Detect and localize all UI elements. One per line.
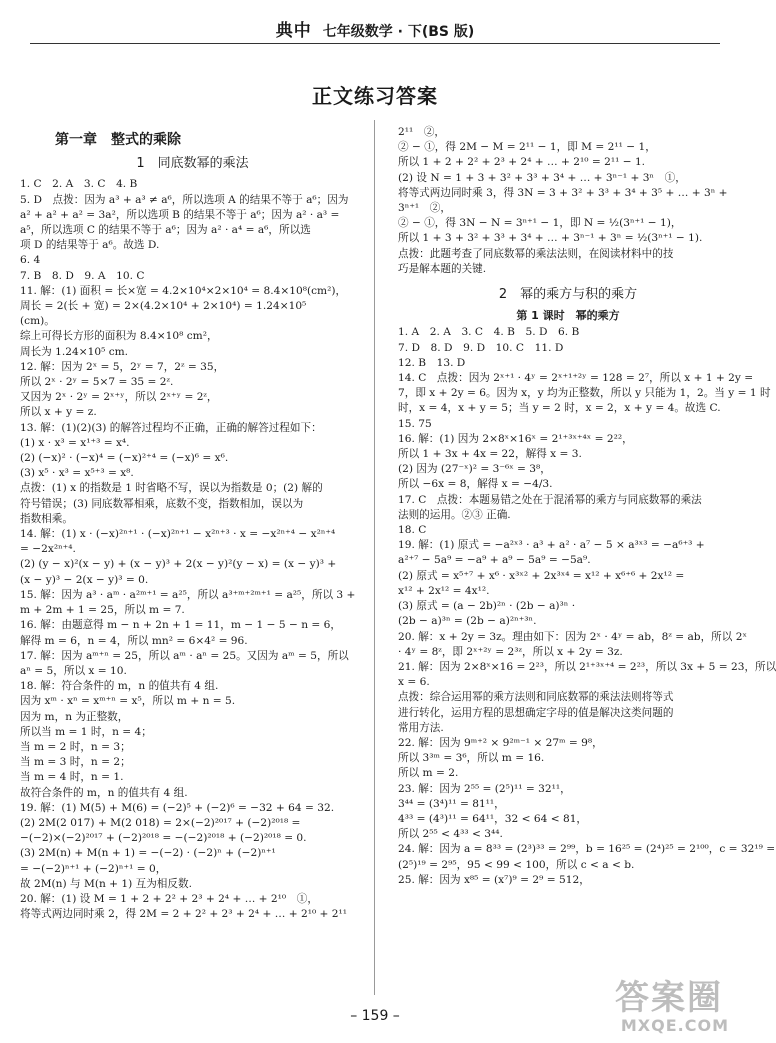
answer-line: 所以 2⁵⁵ < 4³³ < 3⁴⁴. — [398, 828, 503, 841]
page-header — [0, 16, 750, 41]
answer-line: 常用方法. — [398, 721, 444, 734]
answer-line: 18. 解：符合条件的 m，n 的值共有 4 组. — [20, 680, 219, 693]
answer-line: 24. 解：因为 a = 8³³ = (2³)³³ = 2⁹⁹，b = 16²⁵ = (2⁴)²⁵ = 2¹⁰⁰，c = 32¹⁹ = — [398, 843, 776, 856]
answer-line: 20. 解：x + 2y = 3z。理由如下：因为 2ˣ · 4ʸ = ab，8ᶻ = ab，所以 2ˣ — [398, 630, 747, 643]
answer-line: 巧是解本题的关键. — [398, 262, 487, 275]
answer-line: 进行转化，运用方程的思想确定字母的值是解决这类问题的 — [398, 706, 674, 719]
answer-line: = −(−2)ⁿ⁺¹ + (−2)ⁿ⁺¹ = 0， — [20, 862, 167, 875]
answer-line: (x − y)³ − 2(x − y)³ = 0. — [20, 573, 149, 586]
answer-line: 23. 解：因为 2⁵⁵ = (2⁵)¹¹ = 32¹¹， — [398, 782, 571, 795]
answer-line: 15. 解：因为 a³ · aᵐ · a²ᵐ⁺¹ = a²⁵，所以 a³⁺ᵐ⁺²ᵐ⁺¹ = a²⁵，所以 3 + — [20, 588, 356, 601]
answer-line: 2¹¹ ②， — [398, 126, 446, 138]
watermark-url: MXQE.COM — [620, 1016, 729, 1035]
answer-line: 17. 解：因为 aᵐ⁺ⁿ = 25，所以 aᵐ · aⁿ = 25。又因为 aᵐ = 5，所以 — [20, 649, 349, 662]
answer-line: 周长 = 2(长 + 宽) = 2×(4.2×10⁴ + 2×10⁴) = 1.24×10⁵ — [20, 300, 307, 313]
answer-line: (2) 设 N = 1 + 3 + 3² + 3³ + 3⁴ + … + 3ⁿ⁻¹ + 3ⁿ ①， — [398, 171, 686, 184]
answer-line: 所以当 m = 1 时，n = 4； — [20, 725, 152, 738]
answer-line: 14. C 点拨：因为 2ˣ⁺¹ · 4ʸ = 2ˣ⁺¹⁺²ʸ = 128 = 2⁷，所以 x + 1 + 2y = — [398, 372, 754, 385]
answer-line: 所以 1 + 3 + 3² + 3³ + 3⁴ + … + 3ⁿ⁻¹ + 3ⁿ = ½(3ⁿ⁺¹ − 1). — [398, 232, 703, 245]
answer-line: (1) x · x³ = x¹⁺³ = x⁴. — [20, 436, 130, 449]
answer-line: · 4ʸ = 8ᶻ，即 2ˣ⁺²ʸ = 2³ᶻ，所以 x + 2y = 3z. — [398, 645, 623, 658]
lesson-title: 第 1 课时 幂的乘方 — [516, 309, 620, 323]
answer-line: a² + a² + a² = 3a²，所以选项 B 的结果不等于 a⁶；因为 a² · a³ = — [20, 208, 340, 221]
answer-line: 15. 75 — [398, 417, 432, 430]
answer-line: 故 2M(n) 与 M(n + 1) 互为相反数. — [20, 877, 192, 890]
book-title: 七年级数学 · 下(BS 版) — [322, 24, 475, 40]
answer-line: 因为 m，n 为正整数， — [20, 710, 129, 723]
chapter-title: 第一章 整式的乘除 — [55, 132, 181, 148]
answer-line: 1. C 2. A 3. C 4. B — [20, 178, 138, 191]
answer-line: (2b − a)³ⁿ = (2b − a)²ⁿ⁺³ⁿ. — [398, 615, 537, 628]
answer-line: 所以 x + y = z. — [20, 406, 97, 419]
answer-line: aⁿ = 5，所以 x = 10. — [20, 664, 127, 677]
answer-line: 法则的运用。②③ 正确. — [398, 508, 511, 521]
right-column — [398, 125, 776, 888]
answer-line: 点拨：此题考查了同底数幂的乘法法则，在阅读材料中的技 — [398, 247, 674, 260]
answer-line: 故符合条件的 m，n 的值共有 4 组. — [20, 786, 188, 799]
page-number: – 159 – — [350, 1008, 400, 1024]
answer-line: 解得 m = 6，n = 4，所以 mn² = 6×4² = 96. — [20, 634, 248, 647]
section-title: 2 幂的乘方与积的乘方 — [498, 287, 638, 303]
answer-line: 项 D 的结果等于 a⁶。故选 D. — [20, 239, 160, 252]
answer-line: 7. D 8. D 9. D 10. C 11. D — [398, 341, 564, 354]
answer-line: x¹² + 2x¹² = 4x¹². — [398, 584, 490, 597]
answer-line: 6. 4 — [20, 254, 41, 267]
answer-line: a²⁺⁷ − 5a⁹ = −a⁹ + a⁹ − 5a⁹ = −5a⁹. — [398, 554, 591, 567]
answer-line: 所以 −6x = 8，解得 x = −4/3. — [398, 478, 553, 491]
answer-line: (3) x⁵ · x³ = x⁵⁺³ = x⁸. — [20, 467, 134, 480]
answer-line: = −2x²ⁿ⁺⁴. — [20, 543, 76, 556]
answer-line: 综上可得长方形的面积为 8.4×10⁸ cm²， — [20, 330, 218, 343]
answer-line: 22. 解：因为 9ᵐ⁺² × 9²ᵐ⁻¹ × 27ᵐ = 9⁸， — [398, 736, 603, 749]
answer-line: x = 6. — [398, 676, 430, 689]
answer-line: 19. 解：(1) M(5) + M(6) = (−2)⁵ + (−2)⁶ = −32 + 64 = 32. — [20, 801, 335, 814]
answer-line: 又因为 2ˣ · 2ʸ = 2ˣ⁺ʸ，所以 2ˣ⁺ʸ = 2ᶻ， — [20, 391, 218, 404]
answer-line: (2) (−x)² · (−x)⁴ = (−x)²⁺⁴ = (−x)⁶ = x⁶. — [20, 452, 229, 465]
header-rule — [30, 43, 720, 44]
answer-line: 点拨：(1) x 的指数是 1 时省略不写，误以为指数是 0；(2) 解的 — [20, 482, 323, 495]
answer-list-right-top — [398, 125, 738, 277]
left-column — [20, 125, 365, 922]
answer-line: 25. 解：因为 x⁸⁵ = (x⁷)⁹ = 2⁹ = 512， — [398, 873, 590, 886]
answer-line: 4³³ = (4³)¹¹ = 64¹¹，32 < 64 < 81， — [398, 812, 588, 825]
answer-line: 7，即 x + 2y = 6。因为 x，y 均为正整数，所以 y 只能为 1，2。当 y = 1 时 — [398, 387, 771, 400]
answer-list-right-bottom — [398, 325, 776, 888]
answer-line: 当 m = 3 时，n = 2； — [20, 756, 131, 769]
answer-line: 所以 2ˣ · 2ʸ = 5×7 = 35 = 2ᶻ. — [20, 376, 174, 389]
answer-line: 1. A 2. A 3. C 4. B 5. D 6. B — [398, 326, 580, 339]
answer-line: (2) (y − x)²(x − y) + (x − y)³ + 2(x − y)²(y − x) = (x − y)³ + — [20, 558, 337, 571]
answer-line: 14. 解：(1) x · (−x)²ⁿ⁺¹ · (−x)²ⁿ⁺¹ − x²ⁿ⁺³ · x = −x²ⁿ⁺⁴ − x²ⁿ⁺⁴ — [20, 528, 336, 541]
answer-line: a⁵，所以选项 C 的结果不等于 a⁶；因为 a² · a⁴ = a⁶，所以选 — [20, 224, 311, 237]
page-title: 正文练习答案 — [312, 84, 438, 108]
answer-line: 12. B 13. D — [398, 356, 466, 369]
answer-line: 11. 解：(1) 面积 = 长×宽 = 4.2×10⁴×2×10⁴ = 8.4×10⁸(cm²)， — [20, 284, 347, 297]
answer-line: (2) 2M(2 017) + M(2 018) = 2×(−2)²⁰¹⁷ + (−2)²⁰¹⁸ = — [20, 816, 301, 829]
section-title: 1 同底数幂的乘法 — [136, 156, 249, 172]
answer-line: 16. 解：由题意得 m − n + 2n + 1 = 11，m − 1 − 5 − n = 6， — [20, 619, 341, 632]
answer-line: 17. C 点拨：本题易错之处在于混淆幂的乘方与同底数幂的乘法 — [398, 493, 702, 506]
answer-line: (3) 2M(n) + M(n + 1) = −(−2) · (−2)ⁿ + (−2)ⁿ⁺¹ — [20, 847, 276, 860]
answer-line: (cm)。 — [20, 315, 55, 328]
answer-line: 当 m = 4 时，n = 1. — [20, 771, 124, 784]
answer-line: ② − ①，得 2M − M = 2¹¹ − 1，即 M = 2¹¹ − 1， — [398, 141, 656, 154]
answer-line: 所以 1 + 2 + 2² + 2³ + 2⁴ + … + 2¹⁰ = 2¹¹ − 1. — [398, 156, 646, 169]
answer-line: 5. D 点拨：因为 a³ + a³ ≠ a⁶，所以选项 A 的结果不等于 a⁶；因为 — [20, 193, 349, 206]
answer-line: 21. 解：因为 2×8ˣ×16 = 2²³，所以 2¹⁺³ˣ⁺⁴ = 2²³，所以 3x + 5 = 23，所以 — [398, 660, 776, 673]
answer-line: 20. 解：(1) 设 M = 1 + 2 + 2² + 2³ + 2⁴ + … + 2¹⁰ ①， — [20, 892, 318, 905]
answer-line: 周长为 1.24×10⁵ cm. — [20, 345, 129, 358]
answer-line: 因为 xᵐ · xⁿ = xᵐ⁺ⁿ = x⁵，所以 m + n = 5. — [20, 695, 236, 708]
answer-line: 所以 1 + 3x + 4x = 22，解得 x = 3. — [398, 448, 582, 461]
answer-line: 将等式两边同时乘 3，得 3N = 3 + 3² + 3³ + 3⁴ + 3⁵ + … + 3ⁿ + — [398, 186, 728, 199]
answer-line: (2) 因为 (27⁻ˣ)² = 3⁻⁶ˣ = 3⁸， — [398, 463, 551, 476]
answer-line: 将等式两边同时乘 2，得 2M = 2 + 2² + 2³ + 2⁴ + … + 2¹⁰ + 2¹¹ — [20, 908, 348, 921]
answer-line: (3) 原式 = (a − 2b)²ⁿ · (2b − a)³ⁿ · — [398, 600, 576, 613]
answer-line: (2⁵)¹⁹ = 2⁹⁵，95 < 99 < 100，所以 c < a < b. — [398, 858, 635, 871]
watermark-text: 答案圈 — [615, 978, 723, 1018]
answer-line: ② − ①，得 3N − N = 3ⁿ⁺¹ − 1，即 N = ½(3ⁿ⁺¹ − 1)， — [398, 217, 682, 230]
answer-line: 所以 3³ᵐ = 3⁶，所以 m = 16. — [398, 752, 545, 765]
answer-line: 7. B 8. D 9. A 10. C — [20, 269, 145, 282]
answer-line: −(−2)×(−2)²⁰¹⁷ + (−2)²⁰¹⁸ = −(−2)²⁰¹⁸ + (−2)²⁰¹⁸ = 0. — [20, 832, 307, 845]
answer-line: 12. 解：因为 2ˣ = 5，2ʸ = 7，2ᶻ = 35， — [20, 360, 225, 373]
answer-line: 3⁴⁴ = (3⁴)¹¹ = 81¹¹， — [398, 797, 505, 810]
answer-list-left — [20, 177, 365, 922]
answer-line: 19. 解：(1) 原式 = −a²ˣ³ · a³ + a² · a⁷ − 5 × a³ˣ³ = −a⁶⁺³ + — [398, 539, 705, 552]
watermark-logo — [615, 980, 735, 1040]
answer-line: 时，x = 4，x + y = 5；当 y = 2 时，x = 2，x + y = 4。故选 C. — [398, 402, 721, 415]
answer-line: 所以 m = 2. — [398, 767, 459, 780]
column-divider — [374, 120, 375, 995]
answer-line: 点拨：综合运用幂的乘方法则和同底数幂的乘法法则将等式 — [398, 691, 674, 704]
answer-line: 16. 解：(1) 因为 2×8ˣ×16ˣ = 2¹⁺³ˣ⁺⁴ˣ = 2²²， — [398, 432, 633, 445]
answer-line: 符号错误；(3) 同底数幂相乘，底数不变，指数相加，误以为 — [20, 497, 304, 510]
answer-line: 3ⁿ⁺¹ ②， — [398, 202, 451, 215]
answer-line: (2) 原式 = x⁵⁺⁷ + x⁶ · x³ˣ² + 2x³ˣ⁴ = x¹² + x⁶⁺⁶ + 2x¹² = — [398, 569, 685, 582]
answer-line: 18. C — [398, 524, 427, 537]
answer-line: m + 2m + 1 = 25，所以 m = 7. — [20, 604, 185, 617]
book-logo: 典中 — [275, 21, 312, 41]
answer-line: 13. 解：(1)(2)(3) 的解答过程均不正确，正确的解答过程如下： — [20, 421, 322, 434]
answer-line: 当 m = 2 时，n = 3； — [20, 740, 131, 753]
answer-line: 指数相乘。 — [20, 512, 73, 525]
